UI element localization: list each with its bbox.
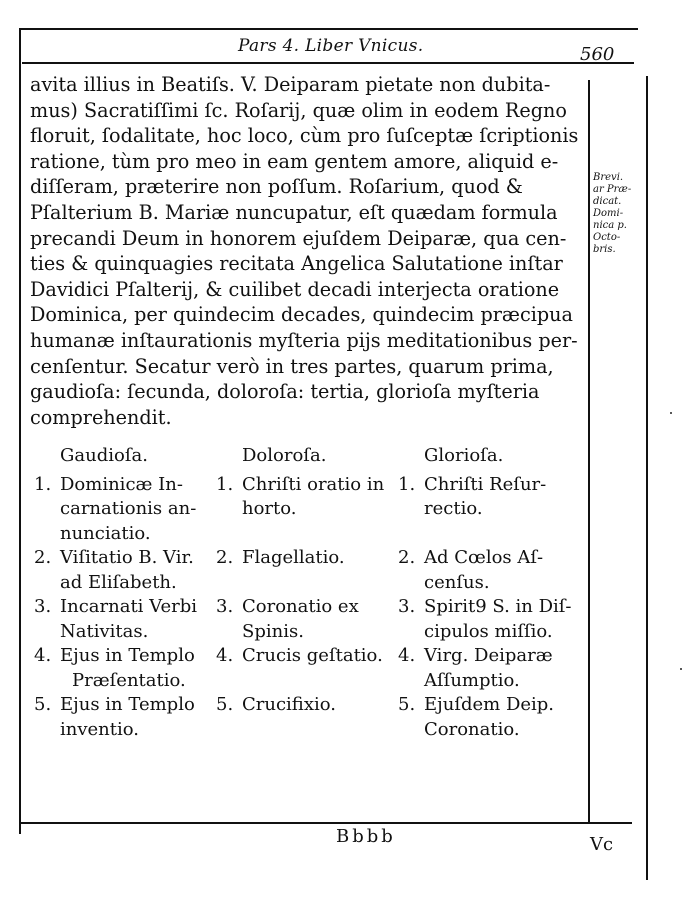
column-heading: Glorioſa.	[424, 445, 504, 466]
mystery-number: 1.	[34, 473, 52, 495]
column-heading: Doloroſa.	[242, 445, 327, 466]
mystery-number: 4.	[34, 645, 52, 666]
margin-note-line: Domi-	[593, 208, 624, 219]
mystery-text: Viſitatio B. Vir.	[60, 547, 194, 568]
mystery-text: Dominicæ In-	[60, 473, 183, 495]
body-line: precandi Deum in honorem ejuſdem Deiparæ, qua cen-	[30, 226, 567, 250]
margin-note-line: nica p.	[593, 220, 627, 231]
mystery-text: Crucis geſtatio.	[242, 645, 383, 666]
mystery-item	[398, 644, 588, 693]
bottom-rule	[20, 822, 632, 824]
mystery-item	[216, 693, 396, 718]
mystery-number: 5.	[398, 694, 416, 715]
mystery-text: Ejus in Templo	[60, 645, 195, 666]
mystery-text: Coronatio.	[424, 718, 520, 740]
mystery-text: Aſſumptio.	[424, 669, 520, 691]
column-heading: Gaudioſa.	[60, 445, 148, 466]
mystery-item	[216, 595, 396, 644]
margin-note-line: dicat.	[593, 196, 622, 207]
body-line: ties & quinquagies recitata Angelica Salutatione inſtar	[30, 252, 563, 276]
mystery-number: 2.	[34, 547, 52, 568]
body-line: comprehendit.	[30, 405, 172, 429]
mystery-text: Flagellatio.	[242, 547, 345, 568]
margin-note-line: Octo-	[593, 232, 621, 243]
mystery-item	[398, 693, 588, 742]
body-line: gaudioſa: ſecunda, doloroſa: tertia, glorioſa myſteria	[30, 380, 540, 404]
running-title: Pars 4. Liber Vnicus.	[238, 36, 424, 56]
body-line: avita illius in Beatiſs. V. Deiparam pietate non dubita-	[30, 73, 551, 96]
body-line: floruit, ſodalitate, hoc loco, cùm pro ſuſceptæ ſcriptionis	[30, 124, 579, 148]
mystery-text: Coronatio ex	[242, 596, 359, 617]
body-line: cenſentur. Secatur verò in tres partes, quarum prima,	[30, 354, 554, 378]
mystery-text: Præſentatio.	[72, 669, 186, 691]
mystery-number: 4.	[216, 645, 234, 666]
mystery-text: Spirit9 S. in Diſ-	[424, 596, 572, 617]
mystery-text: horto.	[242, 498, 297, 519]
mystery-item	[34, 473, 244, 547]
body-line: humanæ inſtaurationis myſteria pijs meditationibus per-	[30, 328, 578, 352]
print-speck	[680, 668, 682, 670]
mystery-item	[398, 595, 588, 644]
body-line: Davidici Pſalterij, & cuilibet decadi interjecta oratione	[30, 277, 560, 301]
mystery-item	[34, 644, 244, 693]
mystery-number: 1.	[216, 473, 234, 495]
mystery-item	[34, 546, 244, 595]
mystery-text: Spinis.	[242, 620, 304, 642]
mysteries-column-joyful	[34, 444, 244, 742]
mystery-number: 3.	[34, 596, 52, 617]
mystery-text: Chriſti oratio in	[242, 473, 385, 495]
margin-note	[593, 172, 633, 256]
mystery-item	[216, 473, 396, 547]
mystery-text: Virg. Deiparæ	[424, 645, 553, 666]
mystery-text: Ejuſdem Deip.	[424, 694, 555, 715]
mystery-number: 3.	[398, 596, 416, 617]
margin-note-line: bris.	[593, 244, 616, 255]
body-line: diſſeram, præterire non poſſum. Roſarium, quod &	[30, 175, 523, 199]
mystery-number: 2.	[398, 547, 416, 568]
body-line: ratione, tùm pro meo in eam gentem amore, aliquid e-	[30, 149, 559, 173]
mystery-number: 1.	[398, 473, 416, 495]
mystery-text: Ejus in Templo	[60, 694, 195, 715]
body-line: Pſalterium B. Mariæ nuncupatur, eſt quædam formula	[30, 200, 558, 224]
left-rule	[19, 28, 21, 834]
mystery-text: Ad Cœlos Aſ-	[424, 547, 544, 568]
mystery-item	[34, 595, 244, 644]
body-paragraph	[30, 72, 586, 430]
mystery-text: rectio.	[424, 498, 483, 519]
mystery-item	[216, 644, 396, 693]
print-speck	[670, 412, 672, 414]
mystery-text: cenſus.	[424, 571, 490, 593]
mystery-text: Nativitas.	[60, 620, 149, 642]
mystery-number: 2.	[216, 547, 234, 568]
body-line: mus) Sacratiſſimi ſc. Roſarij, quæ olim in eodem Regno	[30, 98, 567, 122]
mystery-number: 4.	[398, 645, 416, 666]
mysteries-column-sorrowful	[216, 444, 396, 718]
top-rule	[20, 28, 638, 30]
mystery-text: ad Eliſabeth.	[60, 571, 177, 593]
mystery-text: carnationis an-	[60, 498, 197, 519]
mystery-item	[34, 693, 244, 742]
catchword: Vc	[590, 834, 614, 855]
signature-mark: Bbbb	[336, 826, 396, 847]
mystery-text: Incarnati Verbi	[60, 596, 198, 617]
margin-note-line: ar Præ-	[593, 184, 632, 195]
mystery-text: Crucifixio.	[242, 694, 336, 715]
mystery-text: nunciatio.	[60, 522, 151, 544]
header-rule	[22, 62, 634, 64]
mystery-number: 5.	[34, 694, 52, 715]
mysteries-column-glorious	[398, 444, 588, 742]
mystery-text: cipulos miſſio.	[424, 620, 553, 642]
mystery-text: inventio.	[60, 718, 139, 740]
body-line: Dominica, per quindecim decades, quindecim præcipua	[30, 303, 573, 327]
mystery-item	[398, 473, 588, 547]
mystery-number: 5.	[216, 694, 234, 715]
right-rule	[646, 76, 648, 880]
mystery-text: Chriſti Reſur-	[424, 473, 547, 495]
margin-note-line: Brevi.	[593, 172, 624, 183]
page-number: 560	[580, 44, 615, 65]
mystery-number: 3.	[216, 596, 234, 617]
mystery-item	[398, 546, 588, 595]
text-right-rule	[588, 80, 590, 824]
mystery-item	[216, 546, 396, 595]
